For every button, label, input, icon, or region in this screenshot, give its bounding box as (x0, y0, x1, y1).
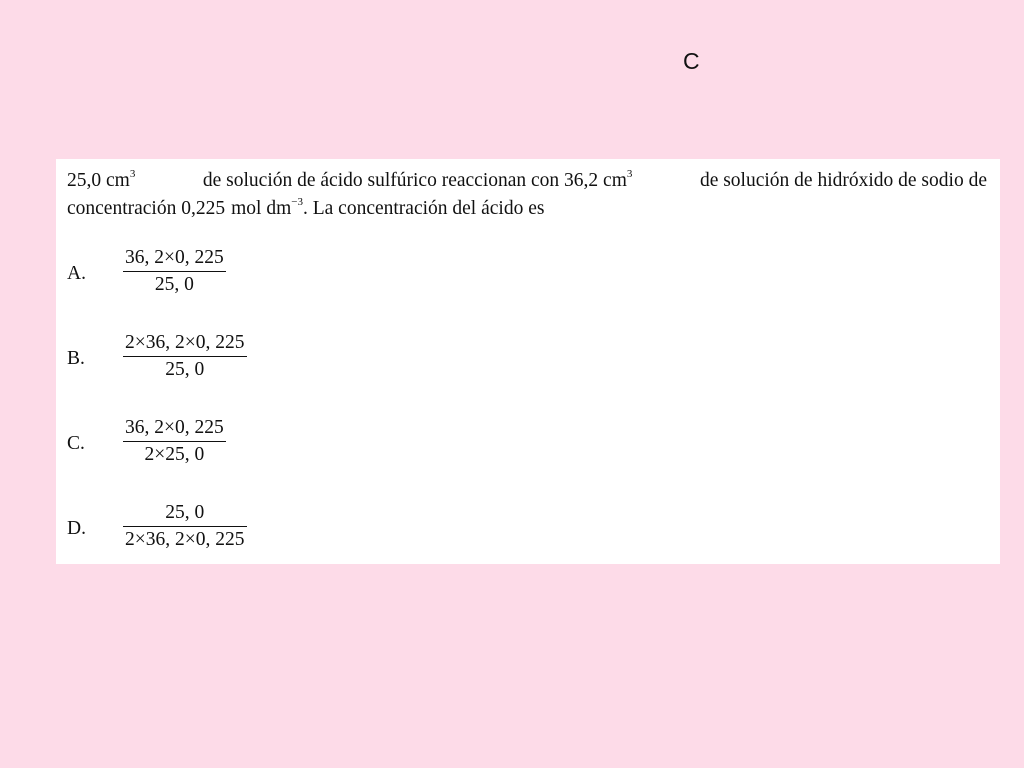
numerator: 36, 2×0, 225 (125, 417, 224, 438)
fraction (123, 330, 247, 383)
question-text (67, 167, 987, 223)
concentration-text: concentración 0,225 (67, 198, 226, 219)
question-segment-2: de solución de hidróxido de sodio de (699, 170, 987, 191)
numerator: 2×36, 2×0, 225 (125, 332, 245, 353)
question-line-2 (67, 195, 987, 223)
option-letter: C. (67, 433, 85, 454)
option-letter: B. (67, 348, 85, 369)
denominator: 2×25, 0 (144, 444, 205, 465)
option-c[interactable] (67, 415, 367, 475)
question-tail: . La concentración del ácido es (302, 198, 545, 219)
fraction (123, 415, 226, 468)
question-line-1 (67, 167, 987, 195)
fraction (123, 500, 247, 553)
option-d[interactable] (67, 500, 367, 560)
denominator: 2×36, 2×0, 225 (125, 529, 245, 550)
fraction (123, 245, 226, 298)
concentration-unit: mol $dm^{-3}$ (231, 196, 303, 219)
option-b[interactable] (67, 330, 367, 390)
answer-label: C (683, 48, 700, 74)
denominator: 25, 0 (154, 274, 194, 295)
question-segment-1: de solución de ácido sulfúrico reaccionan con 36,2 $cm^3$ (202, 168, 633, 191)
numerator: 25, 0 (165, 502, 205, 523)
option-letter: D. (67, 518, 86, 539)
question-panel (56, 159, 1000, 564)
numerator: 36, 2×0, 225 (125, 247, 224, 268)
option-letter: A. (67, 263, 86, 284)
volume-acid: 25,0 $cm^3$ (67, 168, 136, 191)
option-a[interactable] (67, 245, 367, 305)
denominator: 25, 0 (165, 359, 205, 380)
